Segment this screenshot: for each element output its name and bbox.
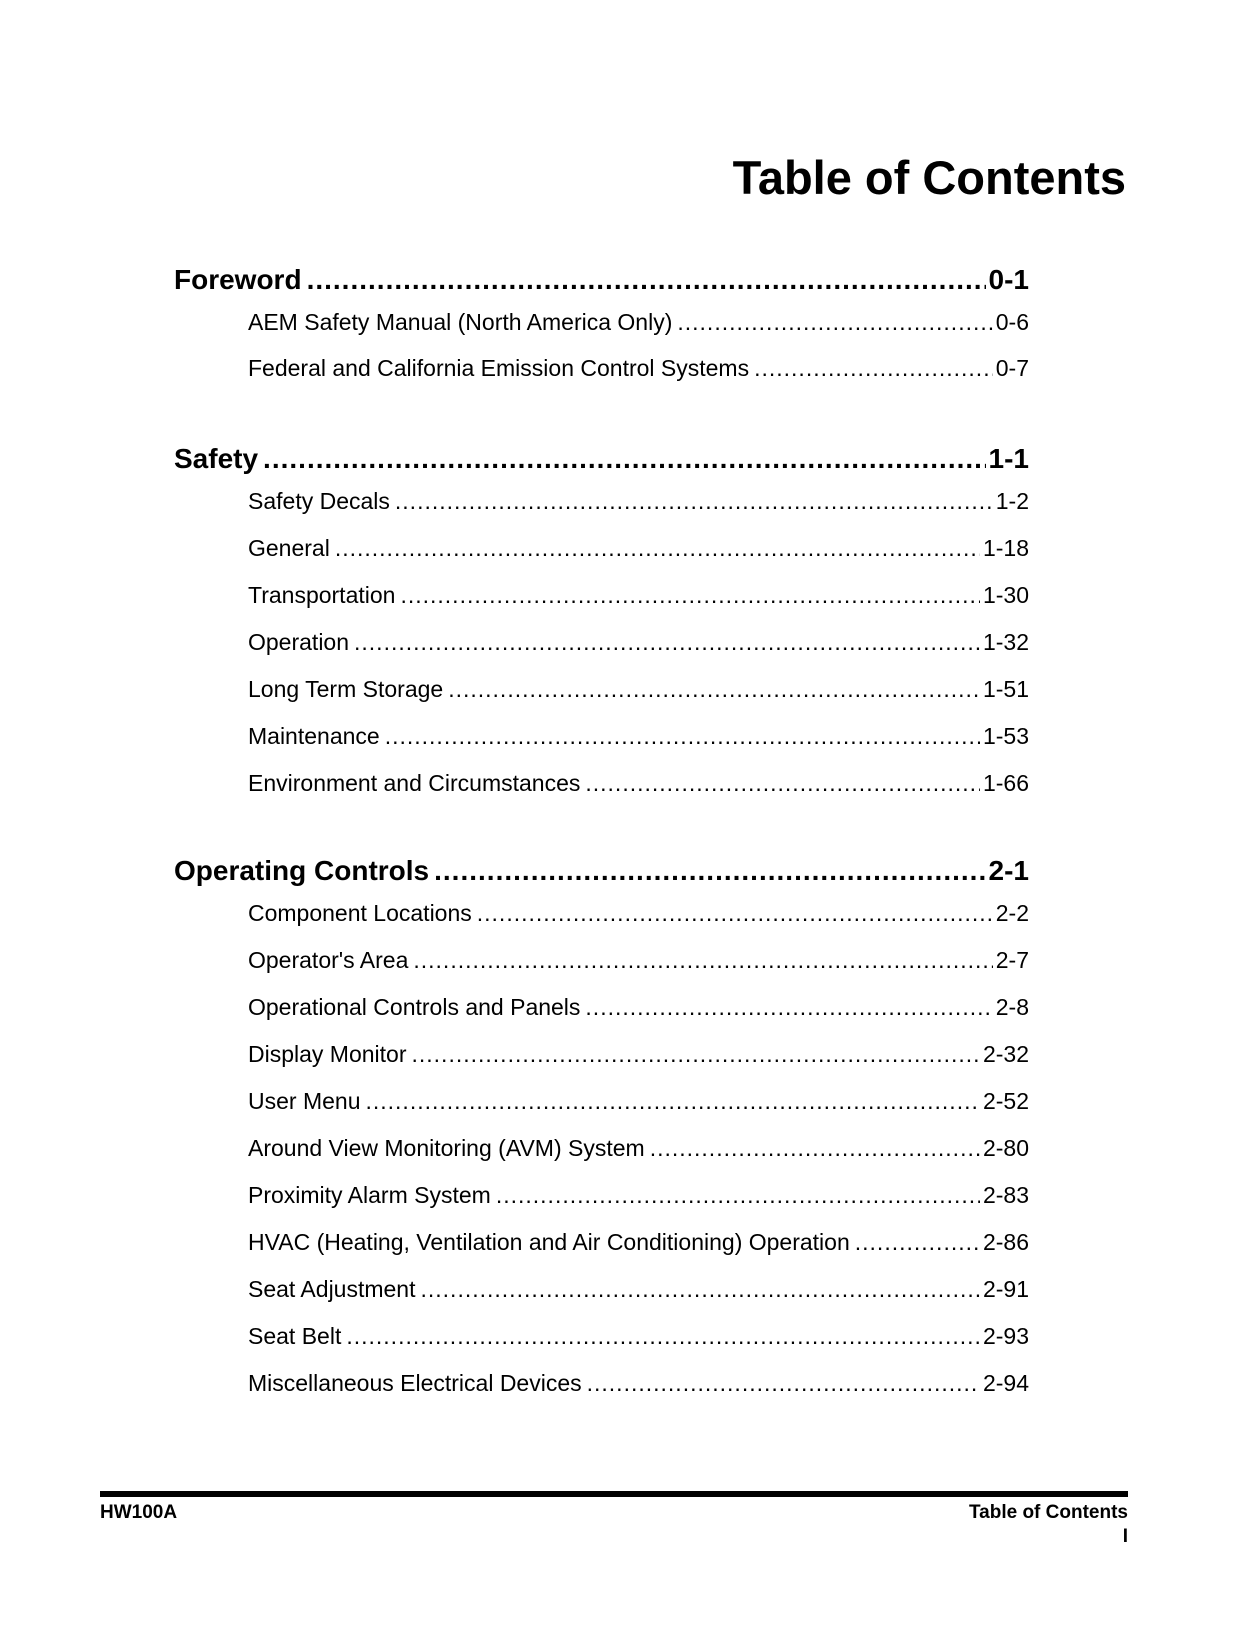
toc-entry[interactable] <box>248 490 1029 513</box>
footer-rule <box>100 1491 1128 1497</box>
dot-leader <box>335 537 980 560</box>
dot-leader <box>263 445 985 473</box>
dot-leader <box>354 631 980 654</box>
toc-entry[interactable] <box>248 1231 1029 1254</box>
entry-page-number: 2-93 <box>982 1323 1029 1349</box>
toc-entry[interactable] <box>248 1137 1029 1160</box>
entry-label: Federal and California Emission Control Systems <box>248 355 750 381</box>
entry-page-number: 2-94 <box>982 1370 1029 1396</box>
dot-leader <box>754 357 993 380</box>
entry-page-number: 1-30 <box>982 582 1029 608</box>
toc-section-foreword[interactable] <box>174 266 1029 294</box>
dot-leader <box>346 1325 980 1348</box>
dot-leader <box>448 678 980 701</box>
dot-leader <box>434 857 985 885</box>
dot-leader <box>585 996 992 1019</box>
entry-label: Environment and Circumstances <box>248 770 581 796</box>
toc-section-operating-controls[interactable] <box>174 857 1029 885</box>
page-title: Table of Contents <box>732 151 1126 204</box>
toc-entry[interactable] <box>248 537 1029 560</box>
entry-page-number: 2-83 <box>982 1182 1029 1208</box>
entry-label: Maintenance <box>248 723 380 749</box>
dot-leader <box>496 1184 980 1207</box>
toc-entry[interactable] <box>248 949 1029 972</box>
entry-label: Miscellaneous Electrical Devices <box>248 1370 582 1396</box>
entry-page-number: 2-7 <box>995 947 1029 973</box>
entry-label: Around View Monitoring (AVM) System <box>248 1135 645 1161</box>
entry-label: Seat Adjustment <box>248 1276 416 1302</box>
section-page-number: 1-1 <box>988 443 1029 474</box>
toc-entry[interactable] <box>248 1184 1029 1207</box>
toc-section-safety[interactable] <box>174 445 1029 473</box>
dot-leader <box>587 1372 980 1395</box>
dot-leader <box>855 1231 980 1254</box>
dot-leader <box>585 772 980 795</box>
entry-page-number: 1-2 <box>995 488 1029 514</box>
dot-leader <box>421 1278 980 1301</box>
entry-page-number: 2-32 <box>982 1041 1029 1067</box>
toc-entry[interactable] <box>248 1278 1029 1301</box>
section-title: Operating Controls <box>174 855 430 886</box>
section-title: Foreword <box>174 264 302 295</box>
toc-entry[interactable] <box>248 1372 1029 1395</box>
entry-label: Seat Belt <box>248 1323 342 1349</box>
toc-entry[interactable] <box>248 357 1029 380</box>
entry-label: Display Monitor <box>248 1041 407 1067</box>
toc-entry[interactable] <box>248 311 1029 334</box>
dot-leader <box>650 1137 980 1160</box>
entry-page-number: 0-6 <box>995 309 1029 335</box>
dot-leader <box>365 1090 979 1113</box>
entry-label: User Menu <box>248 1088 361 1114</box>
toc-entry[interactable] <box>248 772 1029 795</box>
entry-label: Component Locations <box>248 900 472 926</box>
entry-page-number: 1-53 <box>982 723 1029 749</box>
entry-label: Proximity Alarm System <box>248 1182 491 1208</box>
entry-page-number: 2-52 <box>982 1088 1029 1114</box>
dot-leader <box>385 725 980 748</box>
entry-page-number: 1-32 <box>982 629 1029 655</box>
toc-entry[interactable] <box>248 996 1029 1019</box>
entry-label: Safety Decals <box>248 488 390 514</box>
entry-label: AEM Safety Manual (North America Only) <box>248 309 673 335</box>
footer-section-title: Table of Contents <box>968 1502 1128 1523</box>
toc-entry[interactable] <box>248 725 1029 748</box>
toc-entry[interactable] <box>248 902 1029 925</box>
entry-label: Long Term Storage <box>248 676 444 702</box>
toc-entry[interactable] <box>248 1043 1029 1066</box>
entry-label: Operation <box>248 629 350 655</box>
entry-page-number: 2-2 <box>995 900 1029 926</box>
toc-entry[interactable] <box>248 631 1029 654</box>
entry-page-number: 2-91 <box>982 1276 1029 1302</box>
footer-page-number: I <box>1122 1526 1128 1547</box>
toc-entry[interactable] <box>248 678 1029 701</box>
dot-leader <box>477 902 993 925</box>
entry-page-number: 2-8 <box>995 994 1029 1020</box>
entry-page-number: 2-86 <box>982 1229 1029 1255</box>
toc-entry[interactable] <box>248 1325 1029 1348</box>
entry-page-number: 2-80 <box>982 1135 1029 1161</box>
entry-page-number: 0-7 <box>995 355 1029 381</box>
entry-label: Transportation <box>248 582 396 608</box>
dot-leader <box>412 1043 980 1066</box>
entry-page-number: 1-66 <box>982 770 1029 796</box>
dot-leader <box>413 949 992 972</box>
dot-leader <box>400 584 980 607</box>
dot-leader <box>307 266 986 294</box>
entry-label: Operator's Area <box>248 947 409 973</box>
footer-model: HW100A <box>100 1502 178 1523</box>
section-page-number: 2-1 <box>988 855 1029 886</box>
dot-leader <box>677 311 992 334</box>
toc-entry[interactable] <box>248 1090 1029 1113</box>
dot-leader <box>395 490 993 513</box>
entry-label: General <box>248 535 330 561</box>
toc-entry[interactable] <box>248 584 1029 607</box>
entry-label: HVAC (Heating, Ventilation and Air Conditioning) Operation <box>248 1229 850 1255</box>
section-title: Safety <box>174 443 259 474</box>
entry-page-number: 1-51 <box>982 676 1029 702</box>
entry-page-number: 1-18 <box>982 535 1029 561</box>
section-page-number: 0-1 <box>988 264 1029 295</box>
entry-label: Operational Controls and Panels <box>248 994 581 1020</box>
